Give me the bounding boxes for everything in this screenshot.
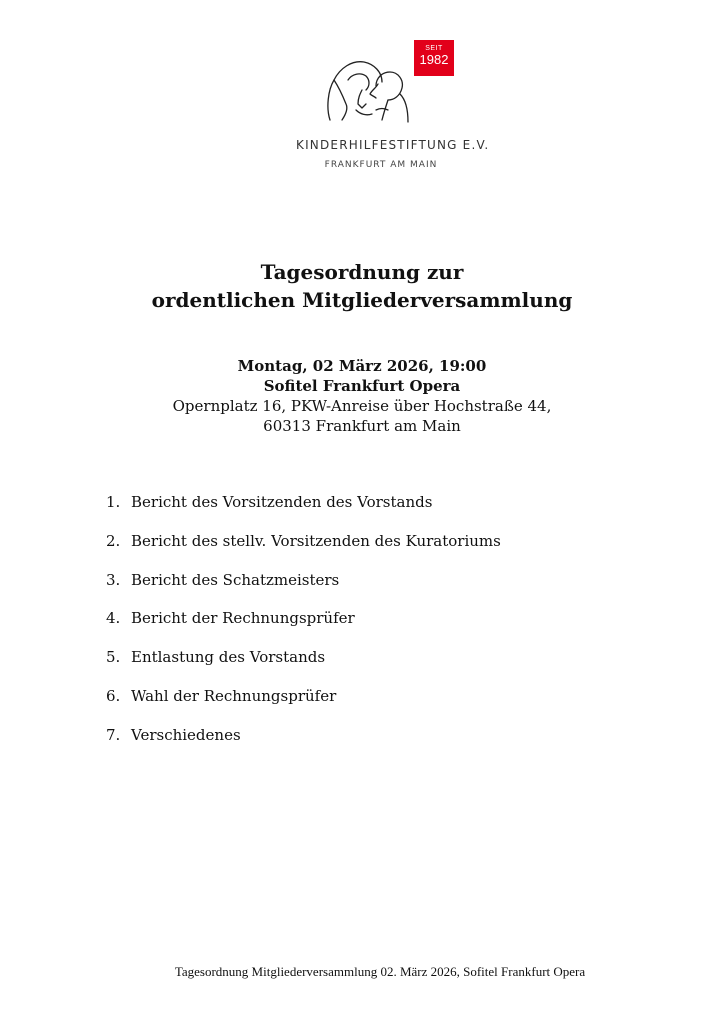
agenda-item-number: 6. — [106, 686, 121, 705]
agenda-item-number: 1. — [106, 493, 121, 511]
badge-label: SEIT — [425, 45, 443, 52]
organization-name: KINDERHILFESTIFTUNG E.V. — [296, 138, 490, 152]
since-badge — [414, 40, 454, 76]
agenda-list — [106, 490, 501, 762]
agenda-item-text: Bericht des Schatzmeisters — [131, 570, 340, 589]
agenda-item — [106, 723, 501, 762]
meeting-address-line-1: Opernplatz 16, PKW-Anreise über Hochstraße 44, — [172, 397, 552, 415]
document-title — [0, 258, 724, 314]
parent-child-illustration-icon — [316, 50, 416, 130]
agenda-item — [106, 684, 501, 723]
agenda-item — [106, 568, 501, 607]
agenda-item-text: Bericht des Vorsitzenden des Vorstands — [131, 493, 433, 511]
meeting-address-line-2: 60313 Frankfurt am Main — [263, 417, 461, 435]
meeting-date-time: Montag, 02 März 2026, 19:00 — [237, 357, 487, 375]
agenda-item — [106, 606, 501, 645]
agenda-item-number: 4. — [106, 609, 121, 628]
agenda-item-text: Wahl der Rechnungsprüfer — [131, 686, 337, 705]
agenda-item — [106, 490, 501, 529]
agenda-item-text: Verschiedenes — [131, 725, 241, 744]
agenda-item-text: Bericht des stellv. Vorsitzenden des Kuratoriums — [131, 531, 501, 550]
agenda-item-number: 7. — [106, 725, 121, 744]
agenda-item — [106, 645, 501, 684]
meeting-venue: Sofitel Frankfurt Opera — [263, 377, 461, 395]
meeting-details — [0, 356, 724, 436]
title-line-2: ordentlichen Mitgliederversammlung — [151, 288, 573, 312]
badge-year: 1982 — [419, 52, 449, 67]
agenda-item-number: 5. — [106, 648, 121, 667]
agenda-item-number: 3. — [106, 570, 121, 589]
agenda-item-number: 2. — [106, 531, 121, 550]
page-footer: Tagesordnung Mitgliederversammlung 02. März 2026, Sofitel Frankfurt Opera — [174, 964, 586, 979]
organization-city: FRANKFURT AM MAIN — [324, 160, 438, 170]
title-line-1: Tagesordnung zur — [260, 260, 464, 284]
agenda-item-text: Entlastung des Vorstands — [131, 648, 326, 667]
agenda-item-text: Bericht der Rechnungsprüfer — [131, 609, 355, 628]
agenda-item — [106, 529, 501, 568]
